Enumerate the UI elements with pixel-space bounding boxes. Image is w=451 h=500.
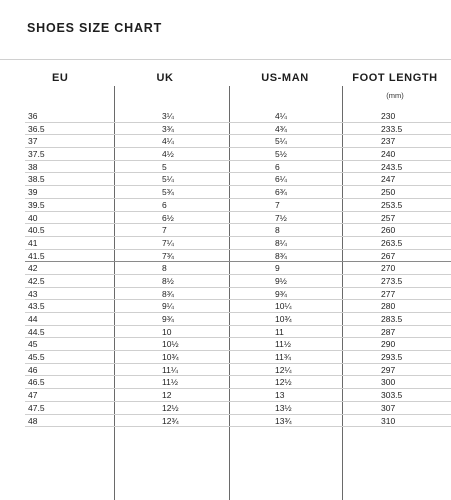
table-row xyxy=(25,135,451,148)
cell-eu: 40 xyxy=(28,212,38,223)
cell-eu: 36 xyxy=(28,111,38,121)
cell-us: 13¾ xyxy=(275,415,292,426)
column-header-eu: EU xyxy=(52,72,69,84)
cell-uk: 3¾ xyxy=(162,123,174,134)
cell-us: 5¼ xyxy=(275,136,287,147)
table-row xyxy=(25,148,451,161)
cell-uk: 10¾ xyxy=(162,352,179,363)
cell-eu: 46.5 xyxy=(28,377,45,388)
cell-us: 11¾ xyxy=(275,352,291,363)
cell-us: 12¼ xyxy=(275,364,292,375)
table-row xyxy=(25,351,451,364)
cell-fl: 280 xyxy=(381,301,396,312)
table-row xyxy=(25,275,451,288)
cell-eu: 36.5 xyxy=(28,123,45,134)
cell-eu: 37 xyxy=(28,136,38,147)
column-header-uk: UK xyxy=(156,72,174,84)
cell-us: 5½ xyxy=(275,149,287,160)
page-title: SHOES SIZE CHART xyxy=(27,21,163,35)
table-row xyxy=(25,161,451,174)
cell-eu: 43 xyxy=(28,288,38,299)
cell-fl: 267 xyxy=(381,250,396,261)
table-row xyxy=(25,262,451,275)
cell-uk: 9¾ xyxy=(162,314,174,324)
table-row xyxy=(25,123,451,136)
cell-uk: 8 xyxy=(162,263,167,274)
foot-length-unit: (mm) xyxy=(386,91,404,100)
cell-uk: 7¼ xyxy=(162,237,174,248)
cell-eu: 44 xyxy=(28,314,38,324)
cell-eu: 42.5 xyxy=(28,275,45,286)
cell-fl: 250 xyxy=(381,187,396,198)
cell-eu: 45.5 xyxy=(28,352,45,363)
cell-us: 11 xyxy=(275,326,284,337)
cell-us: 12½ xyxy=(275,377,292,388)
cell-us: 13½ xyxy=(275,402,292,413)
cell-eu: 47 xyxy=(28,390,38,401)
table-row xyxy=(25,212,451,225)
cell-us: 9½ xyxy=(275,275,287,286)
cell-eu: 45 xyxy=(28,339,38,350)
cell-fl: 233.5 xyxy=(381,123,403,134)
cell-fl: 310 xyxy=(381,415,396,426)
table-row xyxy=(25,224,451,237)
cell-uk: 8¾ xyxy=(162,288,174,299)
cell-uk: 7¾ xyxy=(162,250,174,261)
cell-fl: 243.5 xyxy=(381,161,403,172)
cell-eu: 39.5 xyxy=(28,199,45,210)
table-row xyxy=(25,415,451,428)
cell-uk: 12½ xyxy=(162,402,179,413)
cell-us: 10¾ xyxy=(275,314,292,324)
cell-fl: 303.5 xyxy=(381,390,403,401)
cell-eu: 42 xyxy=(28,263,38,274)
table-row xyxy=(25,338,451,351)
cell-uk: 10½ xyxy=(162,339,179,350)
cell-us: 4¼ xyxy=(275,111,287,121)
table-row xyxy=(25,313,451,326)
table-row xyxy=(25,326,451,339)
cell-eu: 46 xyxy=(28,364,38,375)
cell-eu: 41 xyxy=(28,237,38,248)
cell-us: 9¾ xyxy=(275,288,287,299)
cell-uk: 12 xyxy=(162,390,172,401)
cell-us: 6¾ xyxy=(275,187,287,198)
cell-eu: 48 xyxy=(28,415,38,426)
cell-us: 6¼ xyxy=(275,174,287,185)
cell-fl: 290 xyxy=(381,339,396,350)
cell-fl: 260 xyxy=(381,225,396,236)
cell-eu: 38.5 xyxy=(28,174,45,185)
cell-fl: 287 xyxy=(381,326,396,337)
cell-eu: 39 xyxy=(28,187,38,198)
cell-eu: 40.5 xyxy=(28,225,45,236)
cell-fl: 247 xyxy=(381,174,396,185)
cell-uk: 5¼ xyxy=(162,174,174,185)
table-row xyxy=(25,364,451,377)
cell-uk: 4½ xyxy=(162,149,174,160)
table-body xyxy=(25,110,451,427)
cell-uk: 6½ xyxy=(162,212,174,223)
cell-fl: 293.5 xyxy=(381,352,403,363)
table-row xyxy=(25,250,451,263)
cell-uk: 4¼ xyxy=(162,136,174,147)
table-row xyxy=(25,199,451,212)
cell-us: 7½ xyxy=(275,212,287,223)
cell-us: 11½ xyxy=(275,339,291,350)
cell-eu: 43.5 xyxy=(28,301,45,312)
cell-us: 4¾ xyxy=(275,123,287,134)
cell-fl: 237 xyxy=(381,136,396,147)
cell-us: 6 xyxy=(275,161,280,172)
table-row xyxy=(25,402,451,415)
cell-fl: 283.5 xyxy=(381,314,403,324)
cell-uk: 10 xyxy=(162,326,172,337)
table-row xyxy=(25,237,451,250)
cell-fl: 300 xyxy=(381,377,396,388)
cell-fl: 263.5 xyxy=(381,237,403,248)
cell-uk: 9¼ xyxy=(162,301,174,312)
cell-us: 8¼ xyxy=(275,237,287,248)
cell-fl: 257 xyxy=(381,212,396,223)
cell-fl: 297 xyxy=(381,364,396,375)
table-row xyxy=(25,389,451,402)
cell-us: 8 xyxy=(275,225,280,236)
cell-uk: 3¼ xyxy=(162,111,174,121)
cell-us: 9 xyxy=(275,263,280,274)
cell-fl: 270 xyxy=(381,263,396,274)
table-row xyxy=(25,186,451,199)
cell-fl: 307 xyxy=(381,402,396,413)
cell-uk: 8½ xyxy=(162,275,174,286)
cell-eu: 38 xyxy=(28,161,38,172)
cell-eu: 37.5 xyxy=(28,149,45,160)
cell-uk: 5¾ xyxy=(162,187,174,198)
cell-fl: 273.5 xyxy=(381,275,403,286)
cell-uk: 5 xyxy=(162,161,167,172)
cell-us: 7 xyxy=(275,199,280,210)
table-row xyxy=(25,110,451,123)
table-row xyxy=(25,288,451,301)
cell-fl: 230 xyxy=(381,111,396,121)
cell-uk: 6 xyxy=(162,199,167,210)
cell-eu: 41.5 xyxy=(28,250,45,261)
cell-uk: 7 xyxy=(162,225,167,236)
cell-uk: 11½ xyxy=(162,377,178,388)
cell-fl: 240 xyxy=(381,149,396,160)
cell-us: 10¼ xyxy=(275,301,292,312)
cell-fl: 277 xyxy=(381,288,396,299)
cell-fl: 253.5 xyxy=(381,199,403,210)
column-header-foot-length: FOOT LENGTH xyxy=(352,72,438,84)
cell-uk: 12¾ xyxy=(162,415,179,426)
cell-eu: 47.5 xyxy=(28,402,45,413)
column-header-us-man: US-MAN xyxy=(261,72,309,84)
cell-us: 8¾ xyxy=(275,250,287,261)
cell-us: 13 xyxy=(275,390,285,401)
cell-eu: 44.5 xyxy=(28,326,45,337)
table-row xyxy=(25,300,451,313)
table-row xyxy=(25,173,451,186)
table-row xyxy=(25,376,451,389)
cell-uk: 11¼ xyxy=(162,364,178,375)
